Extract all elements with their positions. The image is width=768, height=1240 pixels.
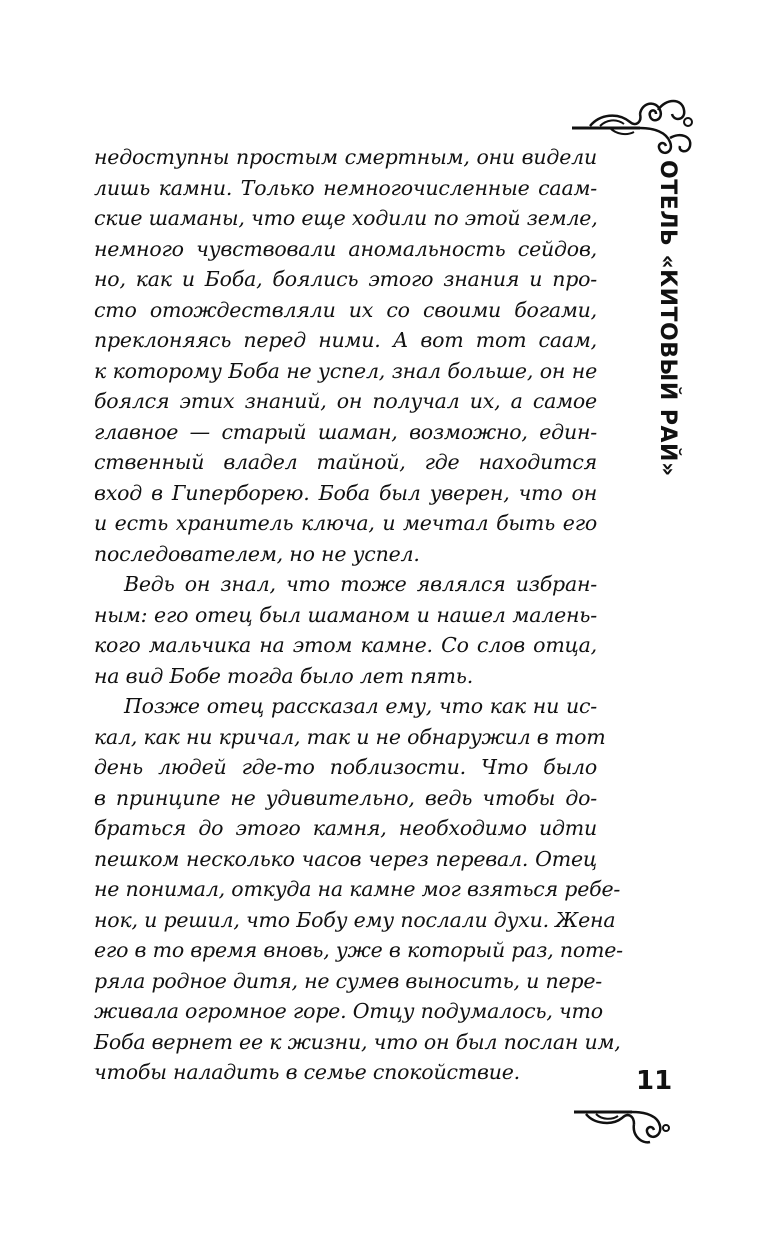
text-line: и есть хранитель ключа, и мечтал быть его — [94, 511, 597, 535]
text-line: вход в Гиперборею. Боба был уверен, что он — [94, 480, 597, 505]
text-line: сто отождествляли их со своими богами, — [94, 297, 597, 322]
text-line: в принципе не удивительно, ведь чтобы до- — [94, 785, 597, 810]
text-line: лишь камни. Только немногочисленные саам- — [94, 175, 597, 200]
text-line: кал, как ни кричал, так и не обнаружил в тот — [94, 724, 606, 749]
text-line: недоступны простым смертным, они видели — [94, 145, 597, 169]
text-line: его в то время вновь, уже в который раз, поте- — [94, 938, 623, 962]
text-line: Позже отец рассказал ему, что как ни ис- — [124, 694, 597, 718]
text-line: но, как и Боба, боялись этого знания и про- — [94, 267, 597, 291]
text-line: день людей где-то поблизости. Что было — [94, 755, 597, 779]
text-line: на вид Бобе тогда было лет пять. — [94, 663, 474, 688]
text-line: преклоняясь перед ними. А вот тот саам, — [94, 328, 597, 352]
text-line: нок, и решил, что Бобу ему послали духи. Жена — [94, 907, 616, 932]
text-line: ственный владел тайной, где находится — [94, 450, 597, 474]
text-line: кого мальчика на этом камне. Со слов отца, — [94, 633, 597, 657]
text-line: браться до этого камня, необходимо идти — [94, 816, 597, 840]
paragraph — [94, 569, 597, 691]
text-line: пешком несколько часов через перевал. Отец — [94, 846, 597, 871]
body-text — [94, 142, 623, 1088]
text-line: ряла родное дитя, не сумев выносить, и пере- — [94, 968, 603, 993]
text-line: немного чувствовали аномальность сейдов, — [94, 236, 597, 261]
paragraph — [94, 142, 597, 569]
text-line: к которому Боба не успел, знал больше, он не — [94, 358, 597, 383]
text-line: Боба вернет ее к жизни, что он был послан им, — [94, 1029, 621, 1054]
text-line: живала огромное горе. Отцу подумалось, что — [94, 999, 603, 1023]
text-line: не понимал, откуда на камне мог взяться ребе- — [94, 877, 621, 901]
text-line: главное — старый шаман, возможно, един- — [94, 419, 597, 444]
text-line: последователем, но не успел. — [94, 541, 420, 566]
text-line: ские шаманы, что еще ходили по этой земле, — [94, 206, 598, 230]
flourish-icon — [572, 1098, 672, 1150]
text-line: ным: его отец был шаманом и нашел малень- — [94, 602, 597, 627]
text-line: Ведь он знал, что тоже являлся избран- — [124, 572, 597, 596]
running-title: ОТЕЛЬ «КИТОВЫЙ РАЙ» — [655, 160, 680, 477]
text-line: чтобы наладить в семье спокойствие. — [94, 1060, 520, 1084]
paragraph — [94, 691, 623, 1088]
text-line: боялся этих знаний, он получал их, а самое — [94, 389, 597, 413]
bottom-ornament — [572, 1098, 672, 1150]
page-number: 11 — [636, 1066, 673, 1096]
